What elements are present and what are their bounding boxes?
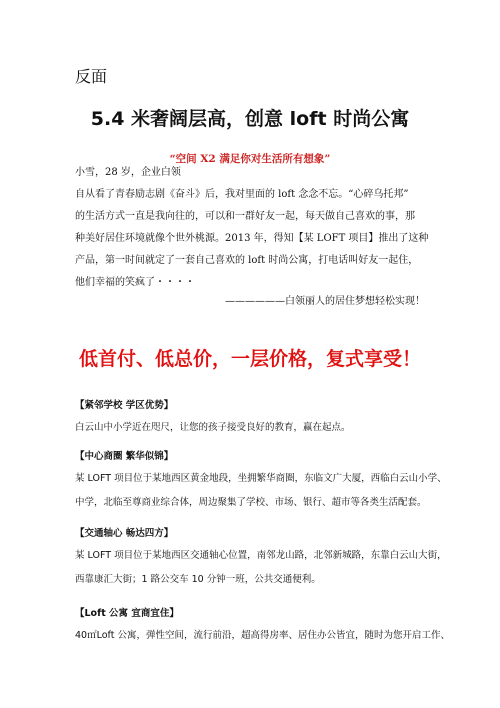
story-line: 他们幸福的笑疯了・・・・ (75, 277, 195, 288)
story-line: 产品，第一时间就定了一套自己喜欢的 loft 时尚公寓，打电话叫好友一起住， (75, 255, 419, 266)
headline-title: 5.4 米奢阔层高，创意 loft 时尚公寓 (90, 108, 410, 130)
section-line: 中学，北临至尊商业综合体，周边聚集了学校、市场、银行、超市等各类生活配套。 (75, 497, 427, 508)
page-side-label: 反面 (75, 67, 108, 86)
section-text (75, 544, 447, 592)
story-line: 小雪，28 岁，企业白领 (75, 167, 181, 178)
section-line: 某 LOFT 项目位于某地西区交通轴心位置，南邻龙山路，北邻新城路，东靠白云山大街， (75, 550, 447, 561)
headline-subtitle: “空间 X2 满足你对生活所有想象” (169, 153, 331, 165)
section-line: 西靠康汇大街；1 路公交车 10 分钟一班，公共交通便利。 (75, 574, 321, 585)
section-heading: 【交通轴心 畅达四方】 (75, 528, 174, 539)
section-line: 白云山中小学近在咫尺，让您的孩子接受良好的教育，赢在起点。 (75, 422, 351, 433)
section-heading: 【紧邻学校 学区优势】 (75, 400, 174, 411)
promo-slogan: 低首付、低总价，一层价格，复式享受！ (78, 348, 421, 370)
section-heading: 【中心商圈 繁华似锦】 (75, 451, 174, 462)
story-line: 种美好居住环境就像个世外桃源。2013 年，得知【某 LOFT 项目】推出了这种 (75, 233, 429, 244)
section-text (75, 416, 351, 440)
story-block (75, 162, 428, 294)
section-text (75, 467, 447, 515)
story-line: 自从看了青春励志剧《奋斗》后，我对里面的 loft 念念不忘。“心碎乌托邦” (75, 189, 409, 200)
section-line: 40㎡Loft 公寓，弹性空间，流行前沿，超高得房率、居住办公皆宜，随时为您开启工作、 (75, 630, 450, 641)
section-line: 某 LOFT 项目位于某地西区黄金地段，坐拥繁华商圈，东临文广大厦，西临白云山小学、 (75, 473, 447, 484)
section-text (75, 624, 450, 648)
story-signature: ——————白领丽人的居住梦想轻松实现！ (225, 296, 425, 307)
section-heading: 【Loft 公寓 宜商宜住】 (75, 608, 179, 619)
story-line: 的生活方式一直是我向往的，可以和一群好友一起，每天做自己喜欢的事，那 (75, 211, 415, 222)
